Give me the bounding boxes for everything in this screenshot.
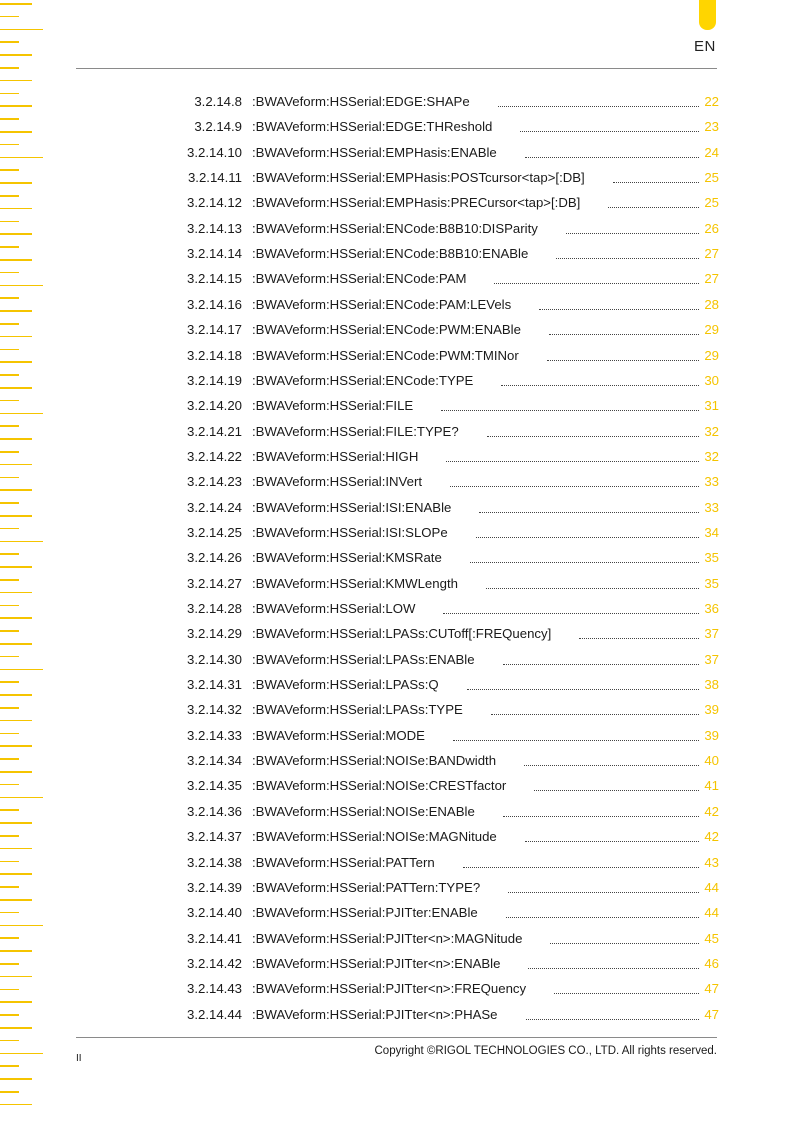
toc-entry-number: 3.2.14.21 [187, 423, 242, 439]
toc-leader-dots [520, 131, 699, 132]
toc-entry-number: 3.2.14.25 [187, 524, 242, 540]
toc-entry-number: 3.2.14.15 [187, 271, 242, 287]
toc-leader-dots [443, 613, 699, 614]
toc-entry-number: 3.2.14.12 [187, 195, 242, 211]
toc-leader-dots [556, 258, 699, 259]
toc-entry-page[interactable]: 23 [704, 119, 719, 135]
toc-entry-page[interactable]: 26 [704, 220, 719, 236]
toc-entry[interactable] [0, 368, 793, 393]
toc-entry-page[interactable]: 43 [704, 854, 719, 870]
toc-entry-title[interactable]: :BWAVeform:HSSerial:PJITter<n>:MAGNitude [252, 930, 523, 946]
toc-leader-dots [486, 588, 699, 589]
toc-entry-title[interactable]: :BWAVeform:HSSerial:KMWLength [252, 575, 458, 591]
toc-leader-dots [453, 740, 699, 741]
toc-entry-title[interactable]: :BWAVeform:HSSerial:PATTern:TYPE? [252, 879, 481, 895]
toc-entry[interactable] [0, 317, 793, 342]
toc-entry-page[interactable]: 25 [704, 195, 719, 211]
toc-entry-page[interactable]: 38 [704, 677, 719, 693]
toc-entry-page[interactable]: 27 [704, 271, 719, 287]
toc-entry-title[interactable]: :BWAVeform:HSSerial:KMSRate [252, 550, 442, 566]
toc-entry[interactable] [0, 723, 793, 748]
toc-entry-page[interactable]: 25 [704, 170, 719, 186]
toc-entry-title[interactable]: :BWAVeform:HSSerial:ISI:ENABle [252, 499, 452, 515]
toc-entry-page[interactable]: 44 [704, 879, 719, 895]
ruler-tick [0, 80, 32, 82]
toc-entry-title[interactable]: :BWAVeform:HSSerial:PJITter<n>:FREQuency [252, 981, 527, 997]
toc-entry-number: 3.2.14.34 [187, 753, 242, 769]
toc-leader-dots [470, 562, 699, 563]
toc-entry-number: 3.2.14.20 [187, 398, 242, 414]
toc-entry-number: 3.2.14.39 [187, 879, 242, 895]
toc-entry-number: 3.2.14.11 [187, 170, 242, 186]
toc-entry-page[interactable]: 37 [704, 626, 719, 642]
toc-entry-title[interactable]: :BWAVeform:HSSerial:ENCode:PAM [252, 271, 467, 287]
page-number: II [76, 1053, 82, 1064]
toc-entry[interactable] [0, 976, 793, 1001]
toc-leader-dots [506, 917, 699, 918]
toc-entry-number: 3.2.14.38 [187, 854, 242, 870]
toc-entry-page[interactable]: 32 [704, 448, 719, 464]
toc-entry[interactable] [0, 419, 793, 444]
toc-entry-page[interactable]: 32 [704, 423, 719, 439]
toc-entry[interactable] [0, 393, 793, 418]
toc-entry[interactable] [0, 520, 793, 545]
toc-entry-title[interactable]: :BWAVeform:HSSerial:EMPHasis:ENABle [252, 144, 497, 160]
toc-entry-page[interactable]: 30 [704, 372, 719, 388]
ruler-tick [0, 29, 43, 31]
toc-entry-page[interactable]: 33 [704, 474, 719, 490]
toc-entry-number: 3.2.14.18 [187, 347, 242, 363]
toc-entry-page[interactable]: 28 [704, 296, 719, 312]
toc-entry-page[interactable]: 36 [704, 601, 719, 616]
toc-entry-number: 3.2.14.43 [187, 981, 242, 997]
toc-entry[interactable] [0, 216, 793, 241]
toc-entry[interactable] [0, 266, 793, 291]
toc-entry-title[interactable]: :BWAVeform:HSSerial:HIGH [252, 448, 419, 464]
toc-entry-page[interactable]: 41 [704, 778, 719, 794]
toc-entry[interactable] [0, 596, 793, 621]
toc-entry-page[interactable]: 27 [704, 246, 719, 262]
toc-entry-title[interactable]: :BWAVeform:HSSerial:NOISe:BANDwidth [252, 753, 497, 769]
toc-entry-title[interactable]: :BWAVeform:HSSerial:EMPHasis:PRECursor<tap>[:DB] [252, 195, 581, 211]
toc-leader-dots [608, 207, 699, 208]
toc-entry-page[interactable]: 29 [704, 347, 719, 363]
toc-entry[interactable] [0, 799, 793, 824]
toc-leader-dots [498, 106, 699, 107]
toc-leader-dots [503, 816, 699, 817]
toc-entry[interactable] [0, 165, 793, 190]
toc-entry-page[interactable]: 42 [704, 803, 719, 819]
toc-entry-number: 3.2.14.28 [187, 601, 242, 616]
toc-leader-dots [539, 309, 699, 310]
toc-entry[interactable] [0, 672, 793, 697]
ruler-tick [0, 1065, 19, 1067]
toc-leader-dots [549, 334, 699, 335]
toc-entry-title[interactable]: :BWAVeform:HSSerial:NOISe:ENABle [252, 803, 475, 819]
toc-entry-title[interactable]: :BWAVeform:HSSerial:ENCode:PWM:ENABle [252, 322, 521, 338]
toc-entry-title[interactable]: :BWAVeform:HSSerial:ENCode:PAM:LEVels [252, 296, 512, 312]
toc-entry[interactable] [0, 875, 793, 900]
toc-entry-page[interactable]: 35 [704, 550, 719, 566]
toc-leader-dots [467, 689, 699, 690]
ruler-tick [0, 1027, 32, 1029]
toc-entry-page[interactable]: 35 [704, 575, 719, 591]
footer-divider [76, 1037, 717, 1038]
toc-entry-title[interactable]: :BWAVeform:HSSerial:MODE [252, 727, 425, 743]
copyright-notice: Copyright ©RIGOL TECHNOLOGIES CO., LTD. All rights reserved. [374, 1045, 717, 1057]
toc-leader-dots [579, 638, 699, 639]
toc-entry-number: 3.2.14.23 [187, 474, 242, 490]
toc-entry-title[interactable]: :BWAVeform:HSSerial:EDGE:THReshold [252, 119, 493, 135]
toc-entry-title[interactable]: :BWAVeform:HSSerial:INVert [252, 474, 423, 490]
toc-entry-number: 3.2.14.29 [187, 626, 242, 642]
ruler-tick [0, 1091, 19, 1093]
toc-entry-page[interactable]: 39 [704, 702, 719, 718]
toc-entry[interactable] [0, 114, 793, 139]
toc-entry[interactable] [0, 824, 793, 849]
toc-leader-dots [566, 233, 699, 234]
toc-entry-title[interactable]: :BWAVeform:HSSerial:NOISe:CRESTfactor [252, 778, 507, 794]
toc-entry[interactable] [0, 926, 793, 951]
toc-entry-number: 3.2.14.41 [187, 930, 242, 946]
toc-entry-page[interactable]: 47 [704, 1006, 719, 1022]
toc-entry-number: 3.2.14.16 [187, 296, 242, 312]
toc-entry[interactable] [0, 89, 793, 114]
toc-entry-title[interactable]: :BWAVeform:HSSerial:NOISe:MAGNitude [252, 829, 497, 845]
toc-entry[interactable] [0, 140, 793, 165]
toc-leader-dots [501, 385, 699, 386]
toc-entry[interactable] [0, 495, 793, 520]
toc-entry-number: 3.2.14.42 [187, 955, 242, 971]
ruler-tick [0, 54, 32, 56]
toc-entry-page[interactable]: 45 [704, 930, 719, 946]
toc-leader-dots [534, 790, 699, 791]
toc-entry[interactable] [0, 647, 793, 672]
ruler-tick [0, 1040, 19, 1042]
toc-entry[interactable] [0, 444, 793, 469]
toc-entry-page[interactable]: 29 [704, 322, 719, 338]
toc-entry[interactable] [0, 241, 793, 266]
toc-entry-page[interactable]: 42 [704, 829, 719, 845]
toc-entry[interactable] [0, 571, 793, 596]
toc-leader-dots [487, 436, 699, 437]
toc-entry-number: 3.2.14.22 [187, 448, 242, 464]
toc-entry-title[interactable]: :BWAVeform:HSSerial:LPASs:TYPE [252, 702, 463, 718]
toc-entry-number: 3.2.14.33 [187, 727, 242, 743]
toc-entry-page[interactable]: 34 [704, 524, 719, 540]
toc-entry[interactable] [0, 469, 793, 494]
toc-entry-number: 3.2.14.19 [187, 372, 242, 388]
toc-entry-title[interactable]: :BWAVeform:HSSerial:LOW [252, 601, 416, 616]
toc-entry-title[interactable]: :BWAVeform:HSSerial:PJITter<n>:PHASe [252, 1006, 498, 1022]
toc-entry[interactable] [0, 190, 793, 215]
toc-entry-title[interactable]: :BWAVeform:HSSerial:PATTern [252, 854, 435, 870]
ruler-tick [0, 1053, 43, 1055]
toc-leader-dots [524, 765, 699, 766]
toc-entry-title[interactable]: :BWAVeform:HSSerial:LPASs:ENABle [252, 651, 475, 667]
toc-leader-dots [525, 157, 699, 158]
toc-entry-number: 3.2.14.44 [187, 1006, 242, 1022]
toc-entry-page[interactable]: 39 [704, 727, 719, 743]
toc-leader-dots [547, 360, 699, 361]
toc-leader-dots [450, 486, 699, 487]
toc-leader-dots [508, 892, 699, 893]
toc-entry-number: 3.2.14.30 [187, 651, 242, 667]
toc-entry-title[interactable]: :BWAVeform:HSSerial:EDGE:SHAPe [252, 94, 470, 109]
toc-entry-number: 3.2.14.17 [187, 322, 242, 338]
toc-entry-title[interactable]: :BWAVeform:HSSerial:EMPHasis:POSTcursor<tap>[:DB] [252, 170, 585, 186]
toc-entry-number: 3.2.14.37 [187, 829, 242, 845]
toc-leader-dots [441, 410, 699, 411]
toc-entry-number: 3.2.14.10 [187, 144, 242, 160]
toc-entry-number: 3.2.14.31 [187, 677, 242, 693]
header-divider [76, 68, 717, 69]
toc-entry-page[interactable]: 37 [704, 651, 719, 667]
toc-entry-title[interactable]: :BWAVeform:HSSerial:ENCode:B8B10:DISParity [252, 220, 538, 236]
toc-entry-number: 3.2.14.9 [194, 119, 242, 135]
toc-entry-page[interactable]: 44 [704, 905, 719, 921]
toc-entry-page[interactable]: 31 [704, 398, 719, 414]
toc-entry-title[interactable]: :BWAVeform:HSSerial:LPASs:CUToff[:FREQuency] [252, 626, 552, 642]
toc-entry-title[interactable]: :BWAVeform:HSSerial:FILE:TYPE? [252, 423, 459, 439]
toc-entry[interactable] [0, 292, 793, 317]
toc-entry-title[interactable]: :BWAVeform:HSSerial:ENCode:TYPE [252, 372, 474, 388]
ruler-tick [0, 16, 19, 18]
toc-entry[interactable] [0, 773, 793, 798]
toc-leader-dots [463, 867, 699, 868]
toc-entry-title[interactable]: :BWAVeform:HSSerial:PJITter<n>:ENABle [252, 955, 501, 971]
toc-entry-page[interactable]: 33 [704, 499, 719, 515]
toc-entry-number: 3.2.14.40 [187, 905, 242, 921]
toc-entry[interactable] [0, 900, 793, 925]
toc-entry-title[interactable]: :BWAVeform:HSSerial:ENCode:PWM:TMINor [252, 347, 519, 363]
toc-leader-dots [525, 841, 699, 842]
toc-entry-number: 3.2.14.35 [187, 778, 242, 794]
toc-entry[interactable] [0, 621, 793, 646]
toc-leader-dots [446, 461, 699, 462]
language-tab [699, 0, 716, 30]
toc-entry-number: 3.2.14.24 [187, 499, 242, 515]
toc-entry-title[interactable]: :BWAVeform:HSSerial:LPASs:Q [252, 677, 439, 693]
toc-entry[interactable] [0, 951, 793, 976]
toc-leader-dots [613, 182, 699, 183]
toc-entry[interactable] [0, 850, 793, 875]
toc-leader-dots [491, 714, 699, 715]
toc-entry-title[interactable]: :BWAVeform:HSSerial:ISI:SLOPe [252, 524, 448, 540]
toc-entry-page[interactable]: 24 [704, 144, 719, 160]
ruler-tick [0, 3, 32, 5]
toc-entry-page[interactable]: 47 [704, 981, 719, 997]
toc-entry-title[interactable]: :BWAVeform:HSSerial:ENCode:B8B10:ENABle [252, 246, 529, 262]
toc-entry-number: 3.2.14.27 [187, 575, 242, 591]
toc-entry[interactable] [0, 697, 793, 722]
ruler-tick [0, 41, 19, 43]
toc-leader-dots [526, 1019, 699, 1020]
toc-entry-page[interactable]: 46 [704, 955, 719, 971]
toc-entry-number: 3.2.14.8 [194, 94, 242, 109]
toc-entry-number: 3.2.14.26 [187, 550, 242, 566]
toc-entry-title[interactable]: :BWAVeform:HSSerial:FILE [252, 398, 414, 414]
toc-leader-dots [503, 664, 699, 665]
ruler-tick [0, 1104, 32, 1106]
toc-entry-number: 3.2.14.32 [187, 702, 242, 718]
toc-entry[interactable] [0, 1002, 793, 1027]
toc-entry[interactable] [0, 748, 793, 773]
toc-entry-number: 3.2.14.36 [187, 803, 242, 819]
toc-entry[interactable] [0, 343, 793, 368]
toc-leader-dots [476, 537, 699, 538]
toc-entry-page[interactable]: 22 [704, 94, 719, 109]
toc-entry-number: 3.2.14.14 [187, 246, 242, 262]
toc-entry[interactable] [0, 545, 793, 570]
toc-leader-dots [528, 968, 699, 969]
toc-leader-dots [494, 283, 699, 284]
toc-entry-title[interactable]: :BWAVeform:HSSerial:PJITter:ENABle [252, 905, 478, 921]
toc-leader-dots [479, 512, 699, 513]
toc-leader-dots [554, 993, 699, 994]
ruler-tick [0, 67, 19, 69]
toc-leader-dots [550, 943, 699, 944]
toc-entry-page[interactable]: 40 [704, 753, 719, 769]
language-label: EN [694, 38, 716, 55]
ruler-tick [0, 1078, 32, 1080]
toc-entry-number: 3.2.14.13 [187, 220, 242, 236]
